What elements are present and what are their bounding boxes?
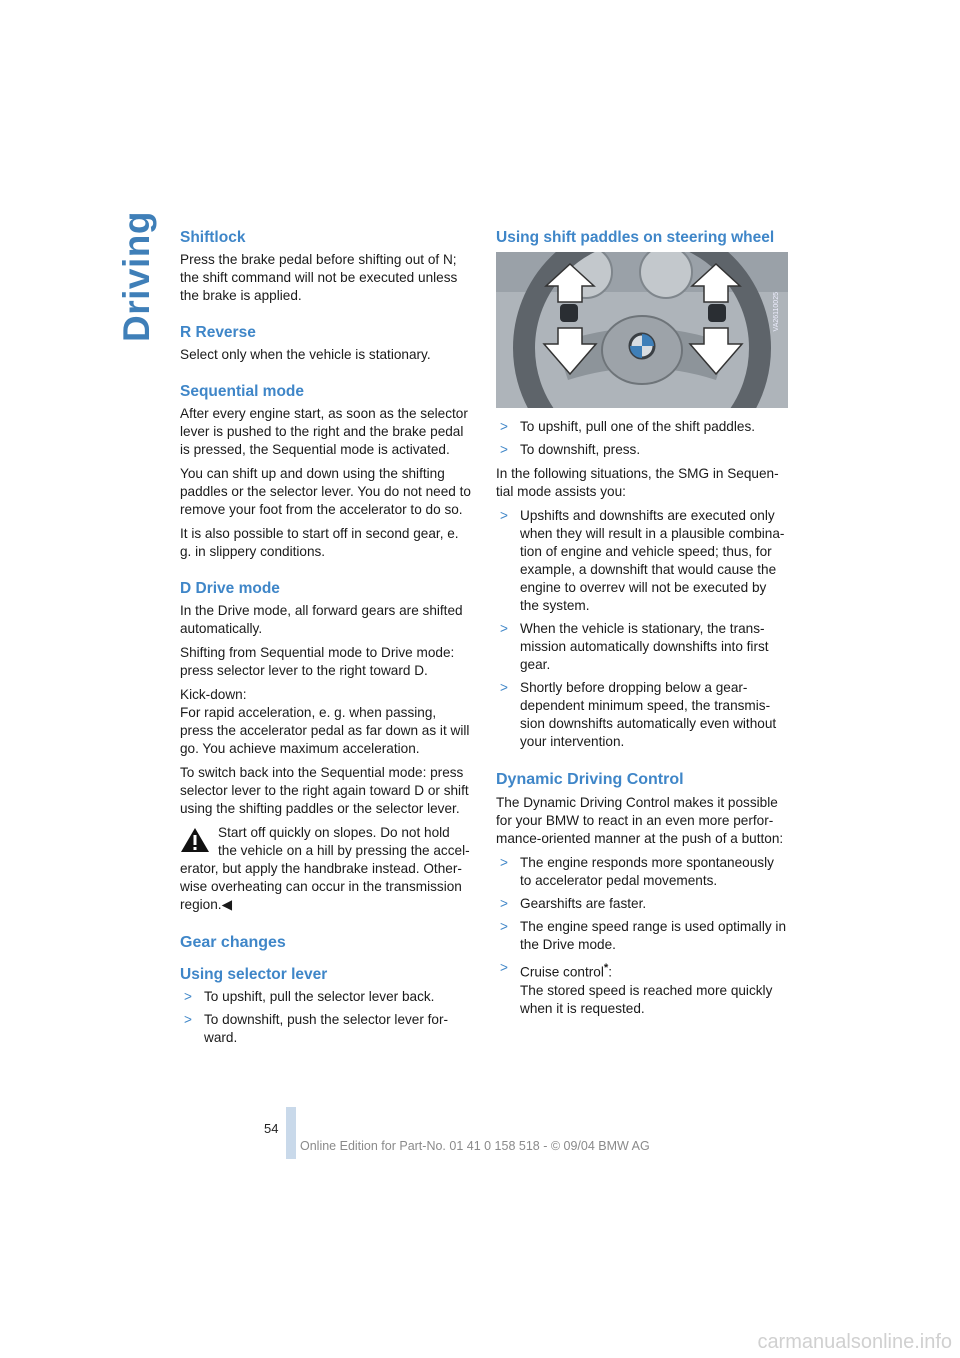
heading-dynamic-driving-control: Dynamic Driving Control (496, 771, 684, 788)
steering-wheel-illustration (496, 252, 788, 408)
sequential-text-1: After every engine start, as soon as the selector lever is pushed to the right and the brake pedal is pressed, the Sequential mode is activated. (180, 406, 468, 457)
steering-wheel-figure (496, 252, 788, 408)
watermark: carmanualsonline.info (757, 1331, 952, 1353)
list-item: > Gearshifts are faster. (496, 895, 788, 913)
heading-drive: D Drive mode (180, 580, 280, 597)
page-number: 54 (264, 1121, 279, 1136)
section-tab: Driving (116, 211, 157, 342)
footer-bar (286, 1107, 296, 1159)
sequential-text-3: It is also possible to start off in second gear, e. g. in slippery conditions. (180, 526, 459, 559)
shiftlock-text: Press the brake pedal before shifting out of N; the shift command will not be executed unless the brake is applied. (180, 252, 458, 303)
drive-text-2: Shifting from Sequential mode to Drive mode: press selector lever to the right toward D. (180, 645, 455, 678)
list-item: > Upshifts and downshifts are executed only when they will result in a plausible combina- tion of engine and vehicle speed; thus, for example, a downshift that would cause the engine to overrev will not be executed by the system. (496, 507, 788, 615)
list-item: > Cruise control*: The stored speed is reached more quickly when it is requested. (496, 959, 788, 1018)
sequential-text-2: You can shift up and down using the shifting paddles or the selector lever. You do not need to remove your foot from the accelerator to do so. (180, 466, 471, 517)
list-item: > To upshift, pull the selector lever back. (180, 988, 472, 1006)
ddc-list (496, 854, 788, 1018)
selector-list (180, 988, 472, 1047)
heading-sequential: Sequential mode (180, 383, 305, 400)
paddle-list (496, 418, 788, 459)
left-column (180, 228, 472, 1053)
list-item: > Shortly before dropping below a gear- dependent minimum speed, the transmis- sion downshifts automatically even without your intervention. (496, 679, 788, 751)
list-item: > To upshift, pull one of the shift paddles. (496, 418, 788, 436)
footer-text: Online Edition for Part-No. 01 41 0 158 518 - © 09/04 BMW AG (300, 1139, 650, 1153)
drive-text-4: To switch back into the Sequential mode: press selector lever to the right again toward D or shift using the shifting paddles or the selector lever. (180, 765, 469, 816)
list-item: > The engine speed range is used optimally in the Drive mode. (496, 918, 788, 954)
list-item: > To downshift, press. (496, 441, 788, 459)
heading-shiftlock: Shiftlock (180, 229, 246, 246)
figure-code: VA26110025 (773, 292, 780, 332)
heading-reverse: R Reverse (180, 324, 256, 341)
right-column (496, 228, 788, 1024)
heading-gear-changes: Gear changes (180, 934, 286, 951)
ddc-text: The Dynamic Driving Control makes it possible for your BMW to react in an even more perfor- mance-oriented manner at the push of a button: (496, 795, 784, 846)
list-item: > The engine responds more spontaneously to accelerator pedal movements. (496, 854, 788, 890)
list-item: > To downshift, push the selector lever for- ward. (180, 1011, 472, 1047)
drive-text-3: Kick-down: For rapid acceleration, e. g. when passing, press the accelerator pedal as far down as it will go. You achieve maximum acceleration. (180, 687, 470, 756)
warning-icon (180, 827, 210, 853)
smg-list (496, 507, 788, 751)
heading-shift-paddles: Using shift paddles on steering wheel (496, 229, 775, 246)
reverse-text: Select only when the vehicle is stationary. (180, 347, 431, 362)
warning-text: Start off quickly on slopes. Do not hold the vehicle on a hill by pressing the accel- erator, but apply the handbrake instead. Other- wise overheating can occur in the transmission region.◀ (180, 825, 470, 912)
warning-block (180, 824, 472, 914)
list-item: > When the vehicle is stationary, the trans- mission automatically downshifts into first gear. (496, 620, 788, 674)
drive-text-1: In the Drive mode, all forward gears are shifted automatically. (180, 603, 463, 636)
heading-selector-lever: Using selector lever (180, 966, 328, 983)
smg-intro: In the following situations, the SMG in Sequen- tial mode assists you: (496, 466, 779, 499)
